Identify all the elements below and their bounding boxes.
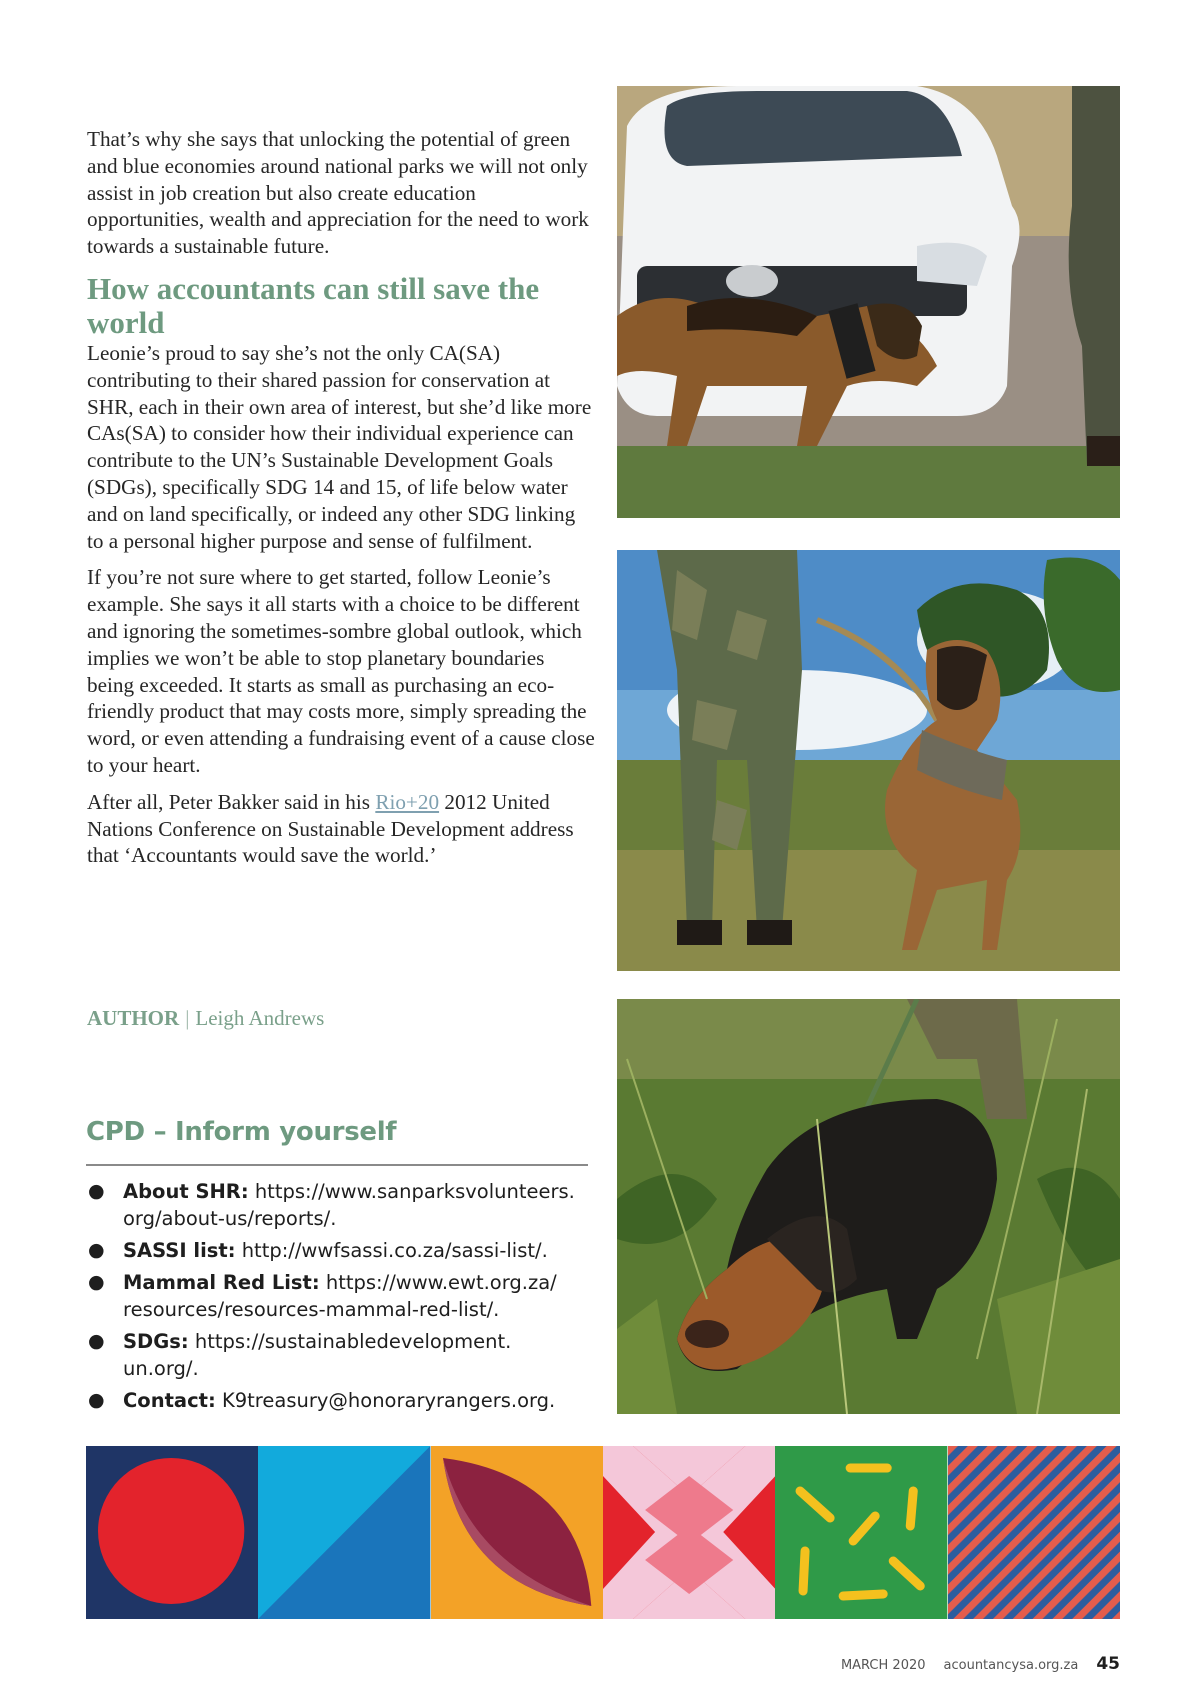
footer-issue: MARCH 2020 [840, 1658, 926, 1673]
cpd-item-sdgs [86, 1328, 606, 1382]
cpd-list [86, 1178, 606, 1419]
paragraph-4 [87, 789, 595, 869]
paragraph-4-text-a: After all, Peter Bakker said in his [87, 789, 376, 814]
page-number: 45 [1096, 1654, 1120, 1674]
cpd-item-link[interactable]: https://sustainabledevelopment. un.org/. [123, 1330, 512, 1380]
banner-tile-triangles [258, 1446, 430, 1619]
bullet-icon: ● [88, 1389, 105, 1411]
cpd-item-link[interactable]: K9treasury@honoraryrangers.org. [215, 1389, 556, 1412]
photo-bloodhound-tracking [617, 999, 1120, 1414]
banner-tile-diamonds [603, 1446, 775, 1619]
author-name: Leigh Andrews [195, 1006, 325, 1030]
cpd-item-link[interactable]: http://wwfsassi.co.za/sassi-list/. [235, 1239, 548, 1262]
cpd-item-label: About SHR: [123, 1180, 249, 1203]
cpd-item-label: SDGs: [123, 1330, 189, 1353]
section-heading: How accountants can still save the world [87, 270, 540, 340]
bullet-icon: ● [88, 1330, 105, 1352]
paragraph-3: If you’re not sure where to get started, follow Leonie’s example. She says it all starts with a choice to be different and ignoring the sometimes-sombre global outlook, which implies we won’t be able to stop planetary boundaries being exceeded. It starts as small as purchasing an eco-friendly product that may costs more, simply spreading the word, or even attending a fundraising event of a cause close to your heart. [87, 565, 595, 777]
author-line [87, 1006, 324, 1031]
page-footer [841, 1654, 1120, 1674]
author-separator: | [185, 1006, 190, 1030]
photo-ranger-with-dog [617, 550, 1120, 971]
cpd-item-contact [86, 1387, 606, 1414]
footer-site[interactable]: acountancysa.org.za [943, 1658, 1079, 1673]
bullet-icon: ● [88, 1239, 105, 1261]
cpd-item-link[interactable]: https://www.ewt.org.za/ resources/resources-mammal-red-list/. [123, 1271, 557, 1321]
banner-tile-stripes [948, 1446, 1120, 1619]
bullet-icon: ● [88, 1271, 105, 1293]
cpd-item-red-list [86, 1269, 606, 1323]
cpd-item-label: Contact: [123, 1389, 216, 1412]
cpd-divider [86, 1164, 588, 1166]
cpd-item-link[interactable]: https://www.sanparksvolunteers. org/about-us/reports/. [123, 1180, 575, 1230]
rio-link[interactable]: Rio+20 [375, 789, 440, 814]
bullet-icon: ● [88, 1180, 105, 1202]
photo-dog-sniffing-car [617, 86, 1120, 518]
cpd-item-sassi [86, 1237, 606, 1264]
paragraph-4-text-b: 2012 United Nations Conference on Sustainable Development address that ‘Accountants would save the world.’ [87, 789, 574, 868]
banner-tile-leaf [431, 1446, 603, 1619]
intro-paragraph: That’s why she says that unlocking the potential of green and blue economies around national parks we will not only assist in job creation but also create education opportunities, wealth and appreciation for the need to work towards a sustainable future. [87, 127, 589, 259]
pattern-banner [86, 1446, 1120, 1619]
banner-tile-circle [86, 1446, 258, 1619]
cpd-item-about-shr [86, 1178, 606, 1232]
author-label: AUTHOR [87, 1006, 180, 1030]
paragraph-2: Leonie’s proud to say she’s not the only CA(SA) contributing to their shared passion for conservation at SHR, each in their own area of interest, but she’d like more CAs(SA) to consider how their individual experience can contribute to the UN’s Sustainable Development Goals (SDGs), specifically SDG 14 and 15, of life below water and on land specifically, or indeed any other SDG linking to a personal higher purpose and sense of fulfilment. [87, 340, 592, 553]
cpd-heading: CPD – Inform yourself [86, 1117, 397, 1147]
banner-tile-sticks [775, 1446, 947, 1619]
cpd-item-label: SASSI list: [123, 1239, 236, 1262]
article-column [87, 126, 595, 879]
cpd-item-label: Mammal Red List: [123, 1271, 320, 1294]
